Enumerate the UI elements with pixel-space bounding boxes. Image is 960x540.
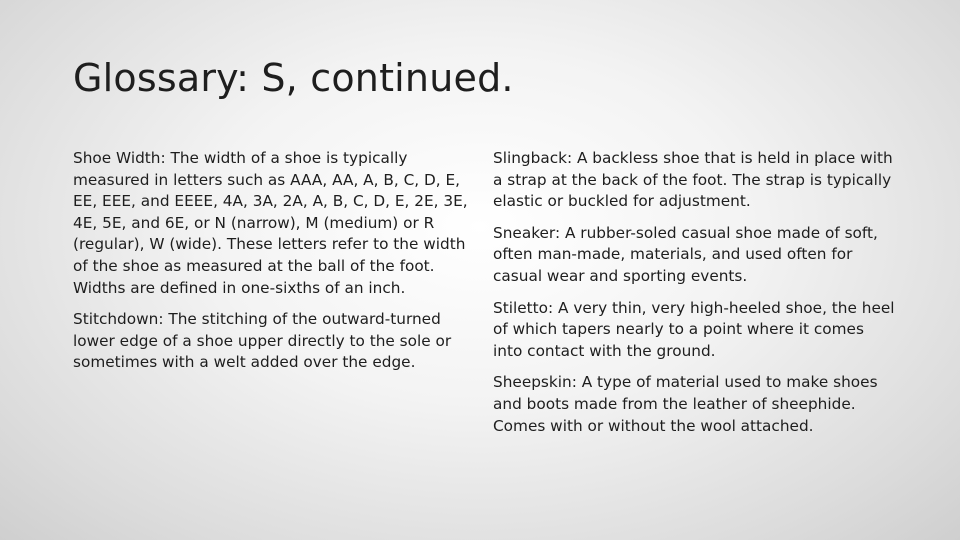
right-column <box>493 148 895 447</box>
glossary-entry-stitchdown <box>73 309 475 374</box>
glossary-definition: : A rubber-soled casual shoe made of soft, often man-made, materials, and used often for casual wear and sporting events. <box>493 223 878 285</box>
glossary-entry-sneaker <box>493 223 895 288</box>
slide-title: Glossary: S, continued. <box>73 56 514 100</box>
glossary-entry-slingback <box>493 148 895 213</box>
glossary-entry-sheepskin <box>493 372 895 437</box>
glossary-term: Sneaker <box>493 223 555 242</box>
glossary-term: Stitchdown <box>73 310 159 329</box>
glossary-term: Slingback <box>493 149 567 167</box>
glossary-term: Stiletto <box>493 298 548 317</box>
glossary-definition: : The width of a shoe is typically measured in letters such as AAA, AA, A, B, C, D, E, EE, EEE, and EEEE, 4A, 3A, 2A, A, B, C, D, E, 2E, 3E, 4E, 5E, and 6E, or N (narrow), M (medium) or R (regular), W (wide). These letters refer to the width of the shoe as measured at the ball of the foot. Widths are defined in one-sixths of an inch. <box>73 149 468 297</box>
glossary-definition: : A type of material used to make shoes and boots made from the leather of sheephide. Comes with or without the wool attached. <box>493 373 878 435</box>
glossary-term: Sheepskin <box>493 373 572 392</box>
left-column <box>73 148 475 384</box>
glossary-definition: : A backless shoe that is held in place with a strap at the back of the foot. The strap is typically elastic or buckled for adjustment. <box>493 149 893 211</box>
glossary-definition: : A very thin, very high-heeled shoe, the heel of which tapers nearly to a point where it comes into contact with the ground. <box>493 298 895 360</box>
glossary-entry-stiletto <box>493 298 895 363</box>
glossary-term: Shoe Width <box>73 149 161 167</box>
glossary-entry-shoe-width <box>73 148 475 299</box>
glossary-definition: : The stitching of the outward-turned lower edge of a shoe upper directly to the sole or sometimes with a welt added over the edge. <box>73 310 452 372</box>
